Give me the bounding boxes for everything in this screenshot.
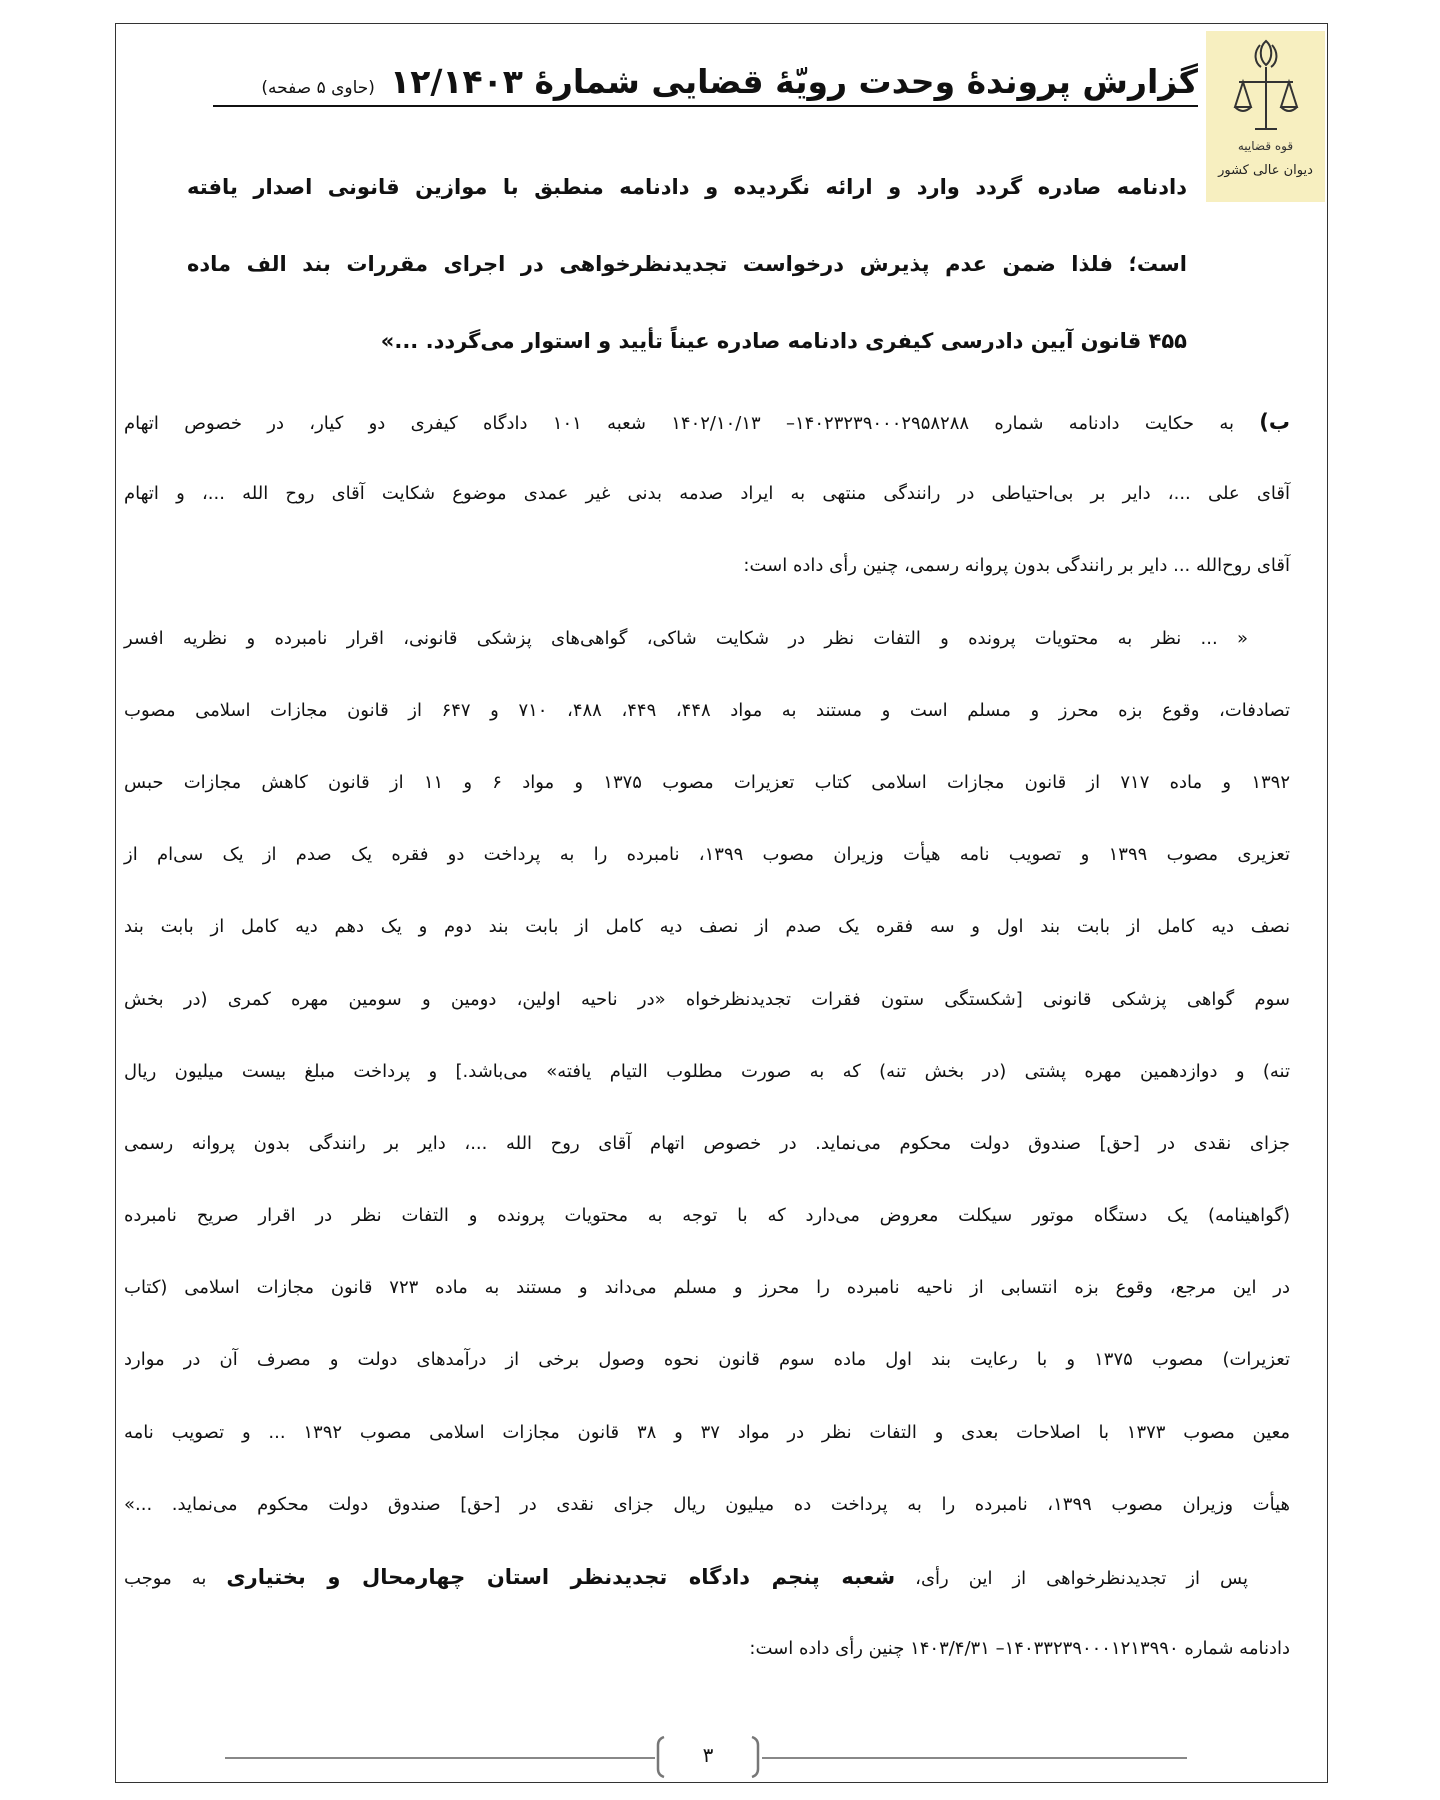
court-name: شعبه پنجم دادگاه تجدیدنظر استان چهارمحال و بختیاری — [226, 1565, 896, 1589]
text-line: (گواهینامه) یک دستگاه موتور سیکلت معروض می‌دارد که با توجه به محتویات پرونده و التفات نظر در اقرار صریح نامبرده — [124, 1205, 1290, 1227]
text-line: نصف دیه کامل از بابت بند اول و سه فقره یک صدم از نصف دیه کامل از بابت بند دوم و یک دهم دیه کامل از بابت بند — [124, 916, 1290, 938]
page-number-frame — [654, 1735, 762, 1779]
text-line: معین مصوب ۱۳۷۳ با اصلاحات بعدی و التفات نظر در مواد ۳۷ و ۳۸ قانون مجازات اسلامی مصوب ۱۳۹۲ ... و تصویب نامه — [124, 1421, 1290, 1443]
text-span: به حکایت دادنامه شماره ۱۴۰۲۳۲۳۹۰۰۰۲۹۵۸۲۸۸– ۱۴۰۲/۱۰/۱۳ شعبه ۱۰۱ دادگاه کیفری دو کیار، در خصوص اتهام — [124, 413, 1260, 434]
page-count-note: (حاوی ۵ صفحه) — [261, 78, 375, 98]
text-line: آقای روح‌الله ... دایر بر رانندگی بدون پروانه رسمی، چنین رأی داده است: — [743, 555, 1290, 577]
footer-divider-right — [762, 1757, 1187, 1759]
page-number: ۳ — [702, 1743, 714, 1767]
text-line: جزای نقدی در [حق] صندوق دولت محکوم می‌نماید. در خصوص اتهام آقای روح الله ...، دایر بر رانندگی بدون پروانه رسمی — [124, 1132, 1290, 1154]
paragraph-label: ب) — [1259, 410, 1290, 434]
page-title: گزارش پروندهٔ وحدت رویّهٔ قضایی شمارهٔ ۱۲/۱۴۰۳ — [390, 62, 1198, 101]
bold-quoted-paragraph — [187, 149, 1187, 380]
text-line: ۱۳۹۲ و ماده ۷۱۷ از قانون مجازات اسلامی کتاب تعزیرات مصوب ۱۳۷۵ و مواد ۶ و ۱۱ از قانون کاهش مجازات حبس — [124, 771, 1290, 793]
text-line: سوم گواهی پزشکی قانونی [شکستگی ستون فقرات تجدیدنظرخواه «در ناحیه اولین، دومین و سومین مهره کمری (در بخش — [124, 988, 1290, 1010]
text-span: پس از تجدیدنظرخواهی از این رأی، — [895, 1568, 1248, 1589]
footer-divider-left — [225, 1757, 655, 1759]
text-line: در این مرجع، وقوع بزه انتسابی از ناحیه نامبرده را محرز و مسلم می‌داند و مستند به ماده ۷۲۳ قانون مجازات اسلامی (کتاب — [124, 1277, 1290, 1299]
text-line: « ... نظر به محتویات پرونده و التفات نظر در شکایت شاکی، گواهی‌های پزشکی قانونی، اقرار نامبرده و نظریه افسر — [124, 627, 1248, 649]
text-span: به موجب — [124, 1568, 227, 1589]
body-text — [124, 386, 1290, 1685]
text-line: تنه) و دوازدهمین مهره پشتی (در بخش تنه) که به صورت مطلوب التیام یافته» می‌باشد.] و پرداخت مبلغ بیست میلیون ریال — [124, 1060, 1290, 1082]
text-line: ۴۵۵ قانون آیین دادرسی کیفری دادنامه صادره عیناً تأیید و استوار می‌گردد. ...» — [380, 329, 1187, 353]
text-line: است؛ فلذا ضمن عدم پذیرش درخواست تجدیدنظرخواهی در اجرای مقررات بند الف ماده — [187, 252, 1187, 276]
text-line — [124, 386, 1290, 458]
page-header — [213, 62, 1198, 107]
scales-emblem-icon — [1231, 37, 1301, 137]
text-line: دادنامه شماره ۱۴۰۳۳۲۳۹۰۰۰۱۲۱۳۹۹۰– ۱۴۰۳/۴/۳۱ چنین رأی داده است: — [749, 1638, 1290, 1660]
text-line: تعزیری مصوب ۱۳۹۹ و تصویب نامه هیأت وزیران مصوب ۱۳۹۹، نامبرده را به پرداخت دو فقره یک صدم از یک سی‌ام از — [124, 844, 1290, 866]
text-line: تعزیرات) مصوب ۱۳۷۵ و با رعایت بند اول ماده سوم قانون نحوه وصول برخی از درآمدهای دولت و مصرف آن در موارد — [124, 1349, 1290, 1371]
text-line: آقای علی ...، دایر بر بی‌احتیاطی در رانندگی منتهی به ایراد صدمه بدنی غیر عمدی موضوع شکایت آقای روح الله ...، و اتهام — [124, 483, 1290, 505]
logo-text-supreme-court: دیوان عالی کشور — [1218, 163, 1313, 178]
text-line: دادنامه صادره گردد وارد و ارائه نگردیده و دادنامه منطبق با موازین قانونی اصدار یافته — [187, 175, 1187, 199]
judiciary-logo — [1206, 31, 1325, 202]
text-line — [124, 1541, 1290, 1613]
text-line: هیأت وزیران مصوب ۱۳۹۹، نامبرده را به پرداخت ده میلیون ریال جزای نقدی در [حق] صندوق دولت محکوم می‌نماید. ...» — [124, 1493, 1290, 1515]
logo-text-judiciary: قوه قضاییه — [1237, 139, 1294, 153]
text-line: تصادفات، وقوع بزه محرز و مسلم است و مستند به مواد ۴۴۸، ۴۴۹، ۴۸۸، ۷۱۰ و ۶۴۷ از قانون مجازات اسلامی مصوب — [124, 699, 1291, 721]
